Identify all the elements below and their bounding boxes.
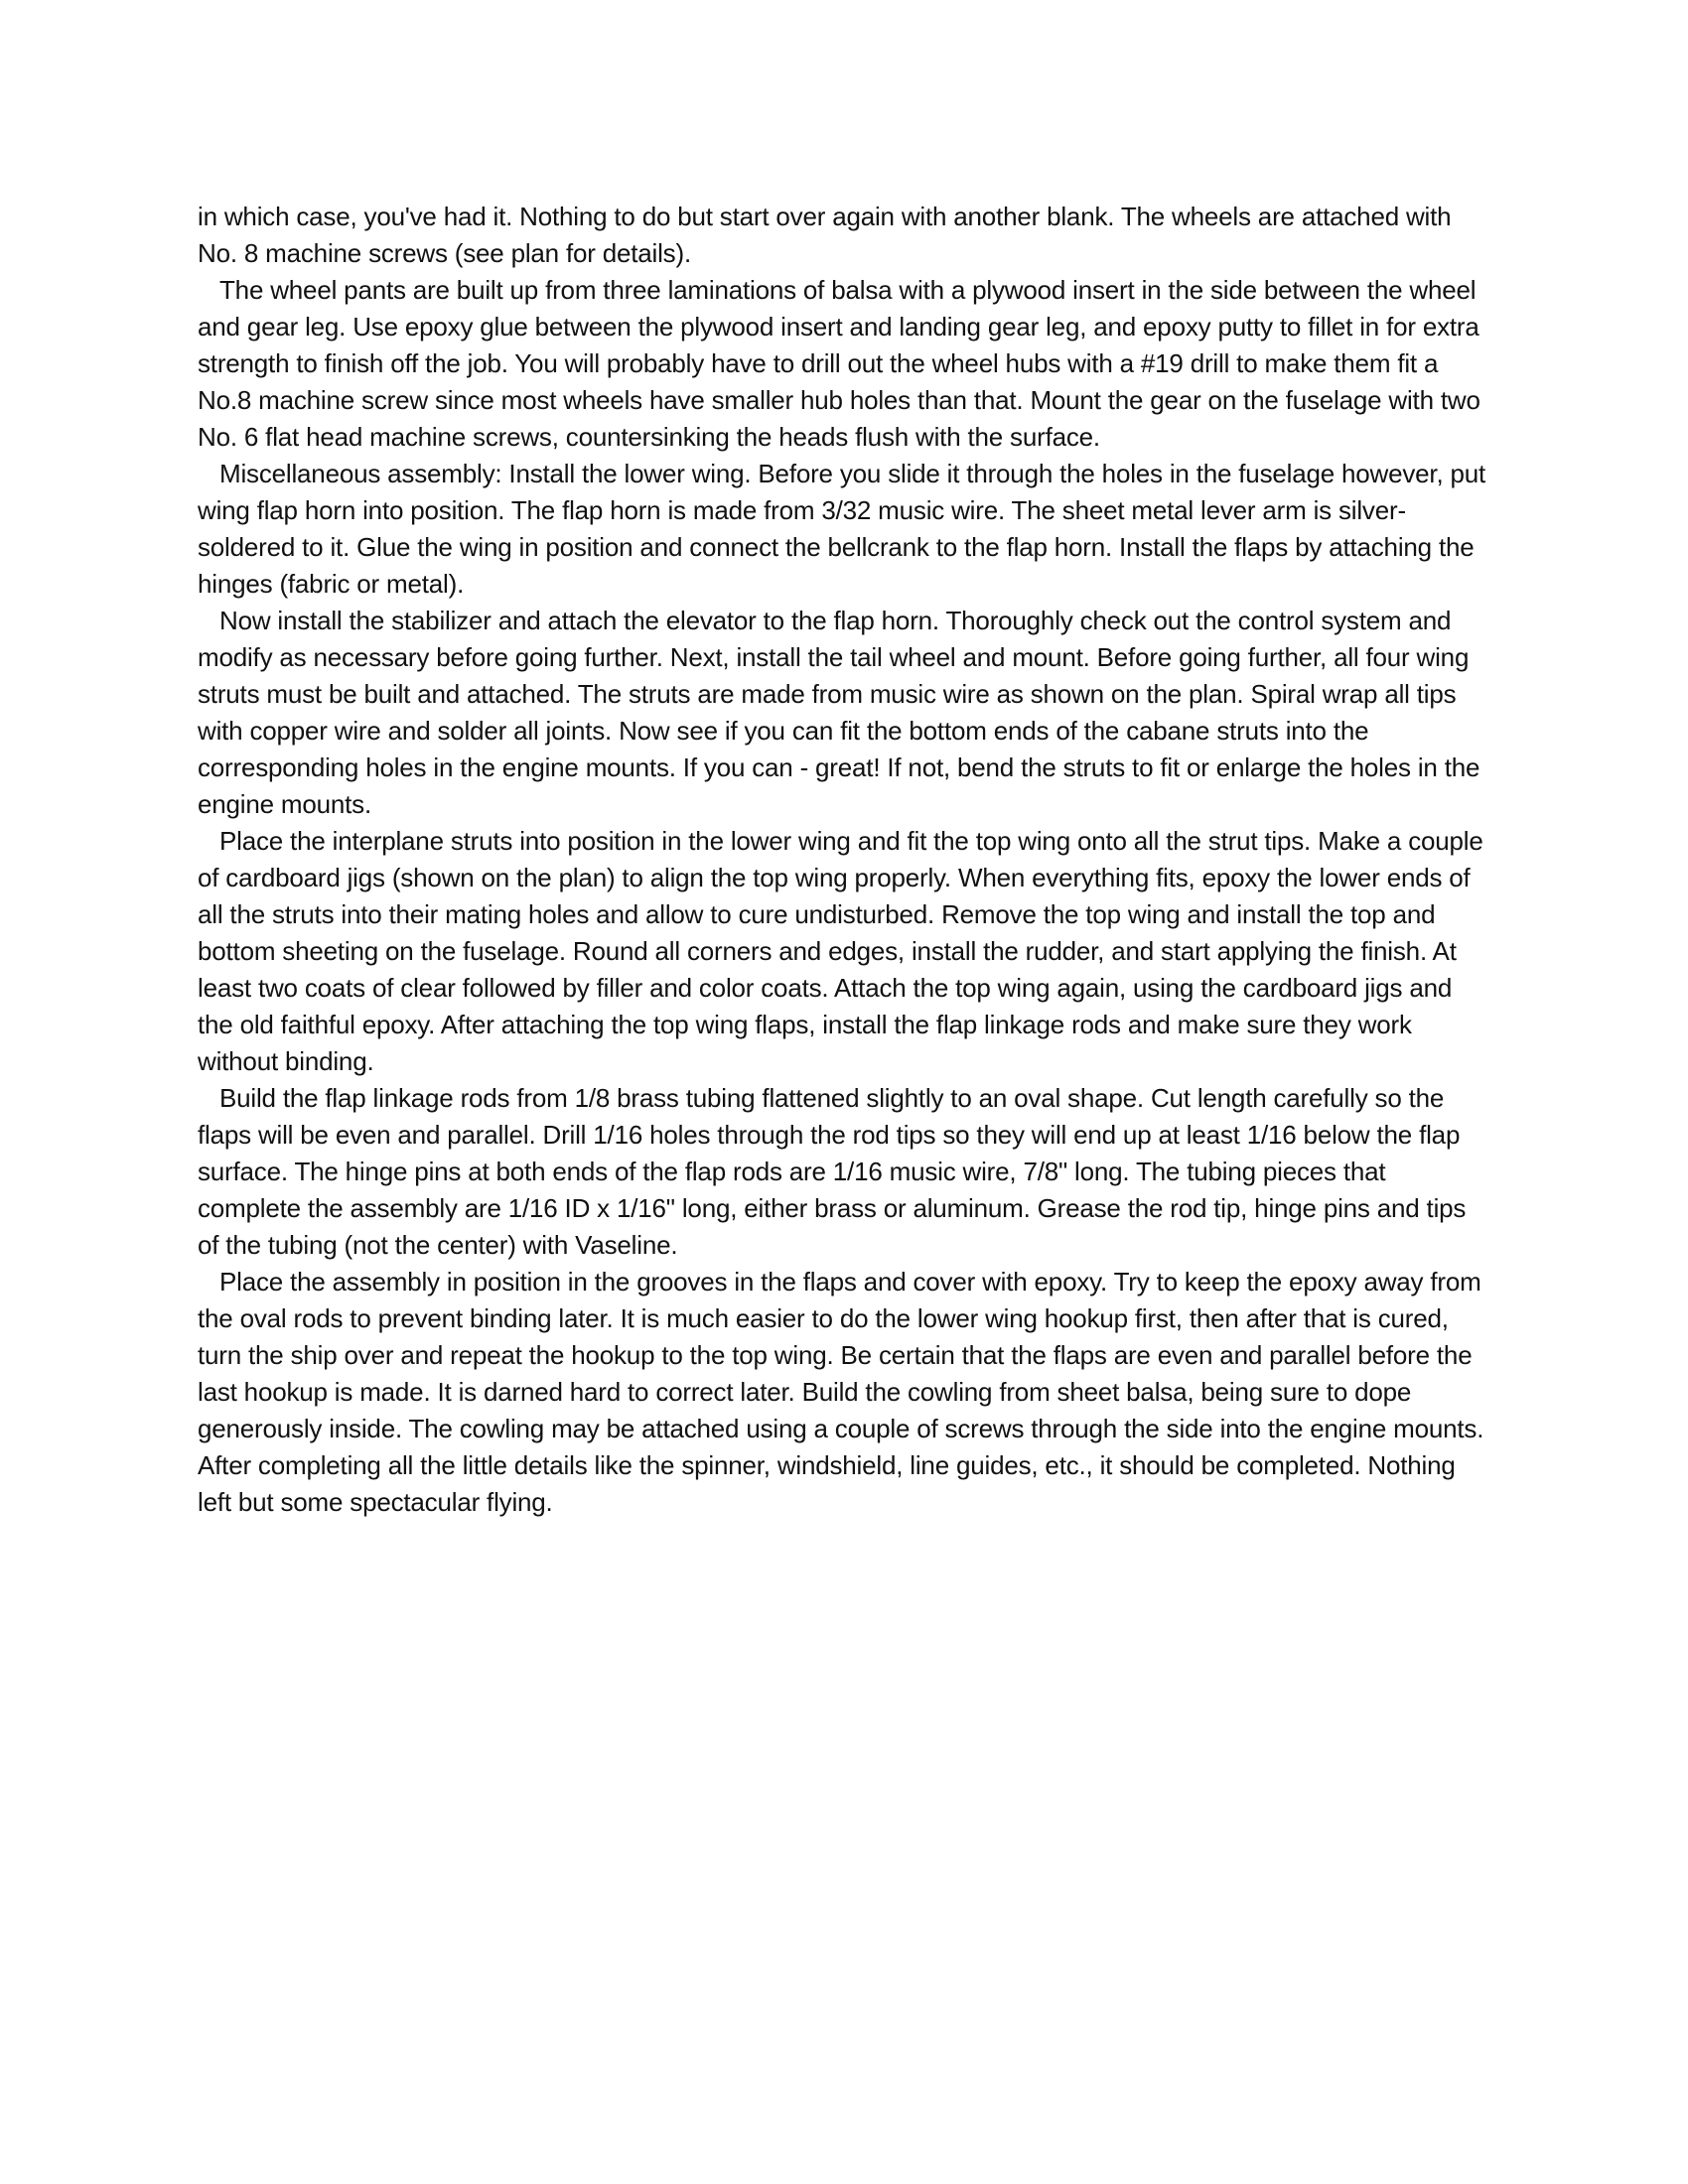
paragraph-flap-linkage: Build the flap linkage rods from 1/8 brass tubing flattened slightly to an oval shape. Cut length carefully so the flaps will be even and parallel. Drill 1/16 holes through the rod tips so they will end up at least 1/16 below the flap surface. The hinge pins at both ends of the flap rods are 1/16 music wire, 7/8" long. The tubing pieces that complete the assembly are 1/16 ID x 1/16" long, either brass or aluminum. Grease the rod tip, hinge pins and tips of the tubing (not the center) with Vaseline. [198, 1083, 1467, 1260]
document-page [198, 199, 1490, 1521]
paragraph-final-assembly: Place the assembly in position in the grooves in the flaps and cover with epoxy. Try to keep the epoxy away from the oval rods to prevent binding later. It is much easier to do the lower wing hookup first, then after that is cured, turn the ship over and repeat the hookup to the top wing. Be certain that the flaps are even and parallel before the last hookup is made. It is darned hard to correct later. Build the cowling from sheet balsa, being sure to dope generously inside. The cowling may be attached using a couple of screws through the side into the engine mounts. After completing all the little details like the spinner, windshield, line guides, etc., it should be completed. Nothing left but some spectacular flying. [198, 1267, 1484, 1517]
paragraph-wheel-pants: The wheel pants are built up from three laminations of balsa with a plywood insert in the side between the wheel and gear leg. Use epoxy glue between the plywood insert and landing gear leg, and epoxy putty to fillet in for extra strength to finish off the job. You will probably have to drill out the wheel hubs with a #19 drill to make them fit a No.8 machine screw since most wheels have smaller hub holes than that. Mount the gear on the fuselage with two No. 6 flat head machine screws, countersinking the heads flush with the surface. [198, 275, 1480, 452]
paragraph-interplane-struts: Place the interplane struts into position in the lower wing and fit the top wing onto all the strut tips. Make a couple of cardboard jigs (shown on the plan) to align the top wing properly. When everything fits, epoxy the lower ends of all the struts into their mating holes and allow to cure undisturbed. Remove the top wing and install the top and bottom sheeting on the fuselage. Round all corners and edges, install the rudder, and start applying the finish. At least two coats of clear followed by filler and color coats. Attach the top wing again, using the cardboard jigs and the old faithful epoxy. After attaching the top wing flaps, install the flap linkage rods and make sure they work without binding. [198, 826, 1483, 1076]
paragraph-stabilizer-struts: Now install the stabilizer and attach the elevator to the flap horn. Thoroughly check out the control system and modify as necessary before going further. Next, install the tail wheel and mount. Before going further, all four wing struts must be built and attached. The struts are made from music wire as shown on the plan. Spiral wrap all tips with copper wire and solder all joints. Now see if you can fit the bottom ends of the cabane struts into the corresponding holes in the engine mounts. If you can - great! If not, bend the struts to fit or enlarge the holes in the engine mounts. [198, 606, 1480, 819]
paragraph-miscellaneous-assembly: Miscellaneous assembly: Install the lower wing. Before you slide it through the holes in the fuselage however, put wing flap horn into position. The flap horn is made from 3/32 music wire. The sheet metal lever arm is silver-soldered to it. Glue the wing in position and connect the bellcrank to the flap horn. Install the flaps by attaching the hinges (fabric or metal). [198, 459, 1486, 599]
paragraph-continued: in which case, you've had it. Nothing to do but start over again with another blank. The wheels are attached with No. 8 machine screws (see plan for details). [198, 202, 1452, 268]
